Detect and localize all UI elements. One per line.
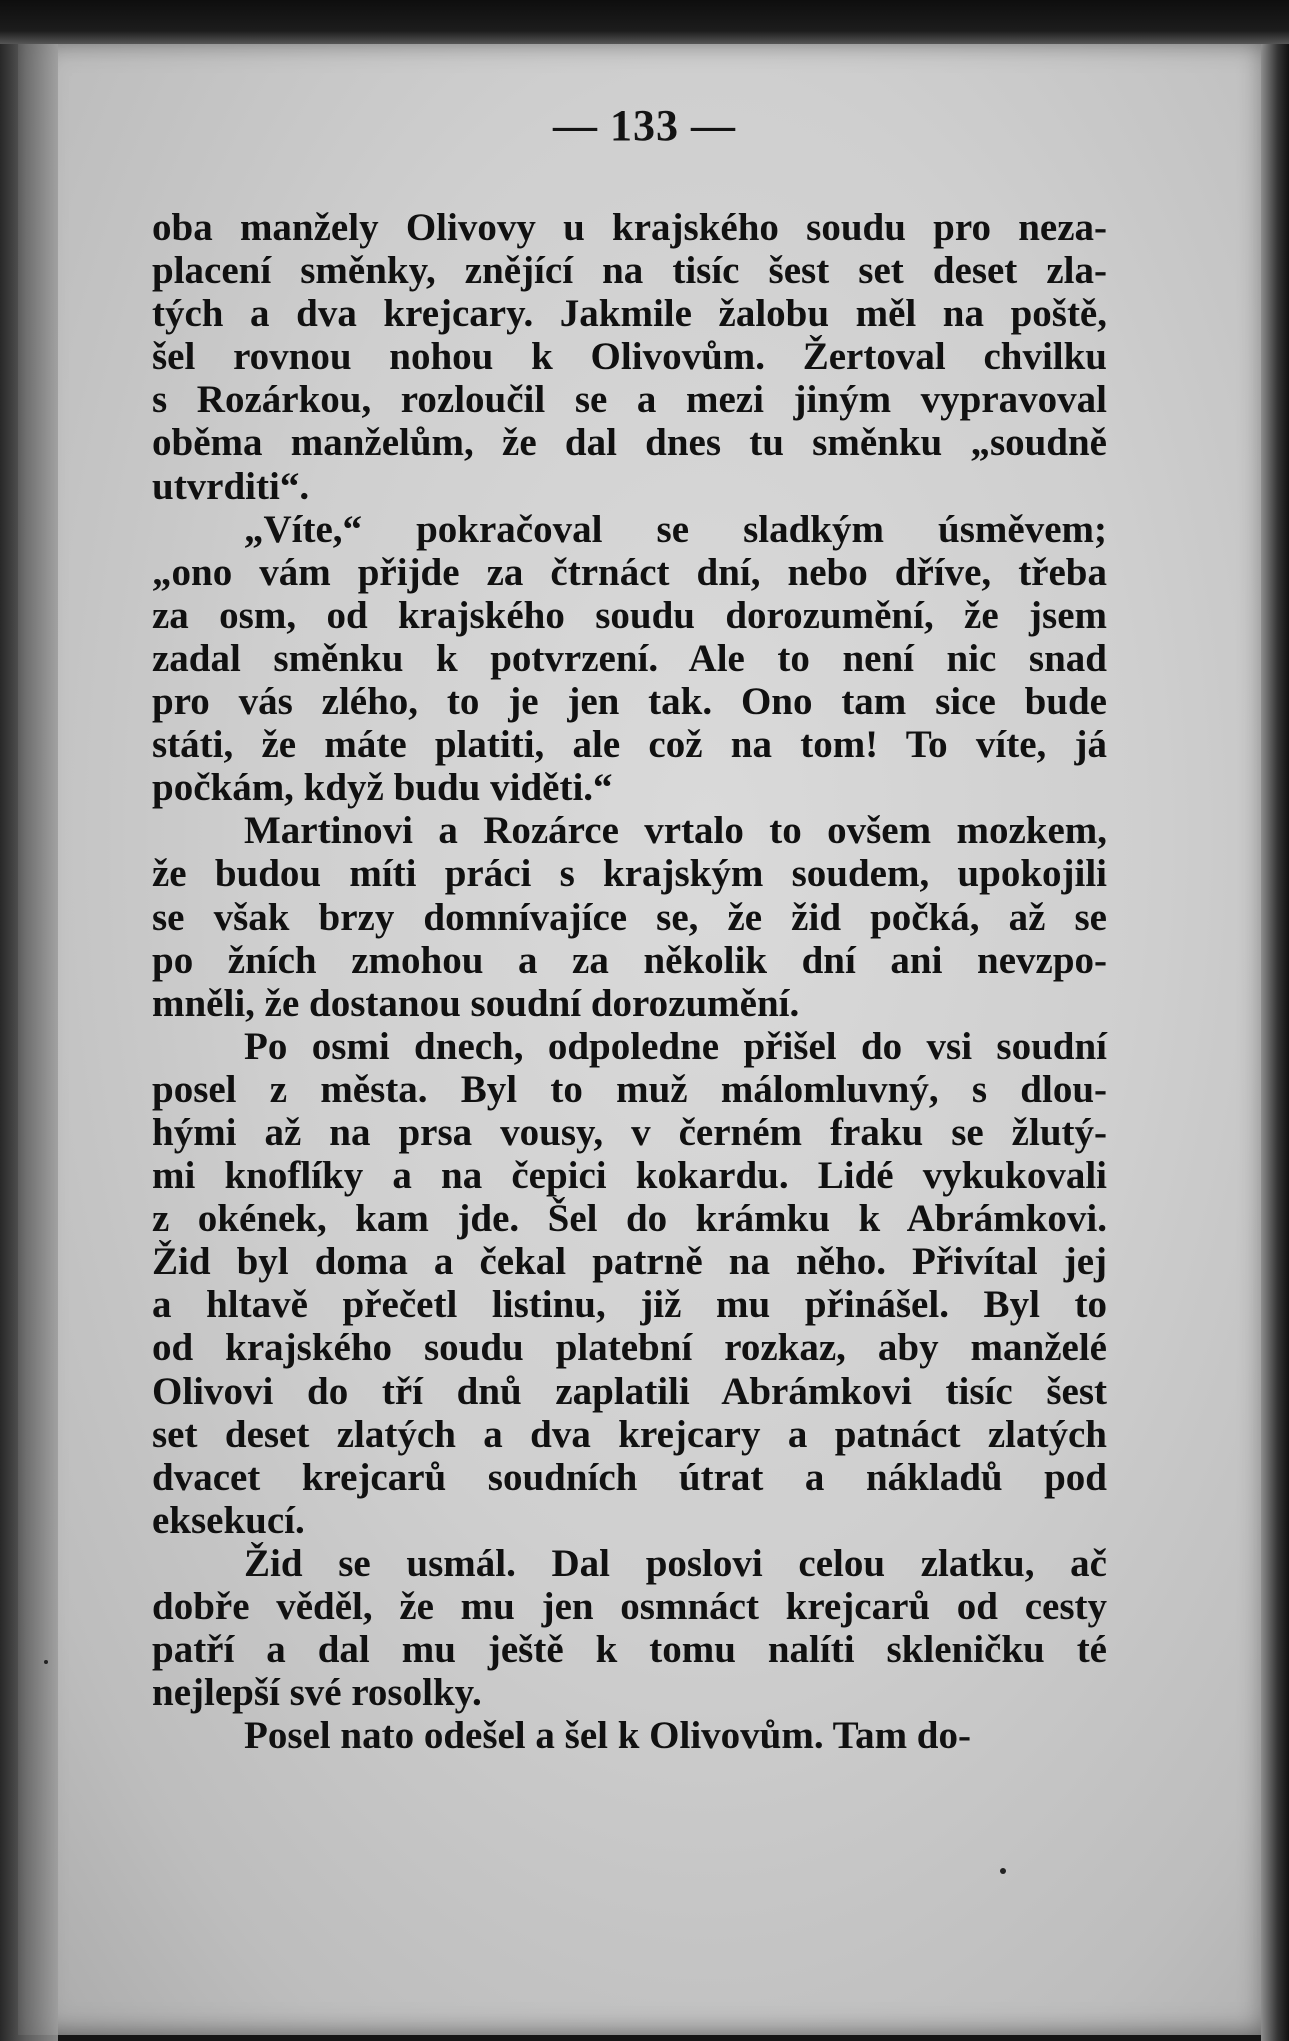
text-line: eksekucí. bbox=[152, 1498, 305, 1542]
text-line: placení směnky, znějící na tisíc šest set deset zla- bbox=[152, 249, 1107, 293]
text-line: Posel nato odešel a šel k Olivovům. Tam do- bbox=[244, 1714, 971, 1758]
text-line: šel rovnou nohou k Olivovům. Žertoval chvilku bbox=[152, 335, 1107, 379]
text-line: oba manžely Olivovy u krajského soudu pro neza- bbox=[152, 206, 1107, 249]
text-line: hými až na prsa vousy, v černém fraku se žlutý- bbox=[152, 1110, 1107, 1154]
page-edge-right bbox=[1261, 0, 1289, 2041]
text-line: pro vás zlého, to je jen tak. Ono tam sice bude bbox=[152, 680, 1107, 724]
ink-speck bbox=[1000, 1868, 1006, 1874]
text-line: Žid se usmál. Dal poslovi celou zlatku, ač bbox=[244, 1541, 1107, 1585]
paragraph bbox=[152, 1025, 1107, 1542]
text-line: nejlepší své rosolky. bbox=[152, 1671, 482, 1715]
text-line: Po osmi dnech, odpoledne přišel do vsi soudní bbox=[244, 1024, 1107, 1068]
binding-shadow-left bbox=[0, 0, 58, 2041]
text-line: „Víte,“ pokračoval se sladkým úsměvem; bbox=[244, 507, 1107, 551]
text-line: mi knoflíky a na čepici kokardu. Lidé vykukovali bbox=[152, 1154, 1107, 1198]
paragraph bbox=[152, 1542, 1107, 1714]
text-line: se však brzy domnívajíce se, že žid počká, až se bbox=[152, 895, 1107, 939]
page-number: — 133 — bbox=[553, 101, 736, 150]
text-line: dobře věděl, že mu jen osmnáct krejcarů od cesty bbox=[152, 1585, 1107, 1628]
text-line: oběma manželům, že dal dnes tu směnku „soudně bbox=[152, 421, 1107, 465]
text-line: „ono vám přijde za čtrnáct dní, nebo dříve, třeba bbox=[152, 550, 1107, 594]
text-line: Žid byl doma a čekal patrně na něho. Přivítal jej bbox=[152, 1240, 1107, 1284]
text-line: po žních zmohou a za několik dní ani nevzpo- bbox=[152, 938, 1107, 982]
paragraph bbox=[152, 508, 1107, 810]
text-line: posel z města. Byl to muž málomluvný, s dlou- bbox=[152, 1067, 1107, 1111]
page-edge-top bbox=[0, 0, 1289, 44]
text-line: mněli, že dostanou soudní dorozumění. bbox=[152, 981, 800, 1025]
text-line: s Rozárkou, rozloučil se a mezi jiným vypravoval bbox=[152, 378, 1107, 422]
text-line: že budou míti práci s krajským soudem, upokojili bbox=[152, 852, 1107, 896]
text-line: utvrditi“. bbox=[152, 464, 310, 508]
paragraph bbox=[152, 1714, 1107, 1757]
text-line: Olivovi do tří dnů zaplatili Abrámkovi tisíc šest bbox=[152, 1369, 1107, 1413]
text-line: počkám, když budu viděti.“ bbox=[152, 766, 613, 810]
text-line: od krajského soudu platební rozkaz, aby manželé bbox=[152, 1326, 1107, 1370]
text-line: z okének, kam jde. Šel do krámku k Abrámkovi. bbox=[152, 1197, 1107, 1241]
text-line: a hltavě přečetl listinu, již mu přinášel. Byl to bbox=[152, 1283, 1107, 1327]
paragraph bbox=[152, 809, 1107, 1024]
text-line: státi, že máte platiti, ale což na tom! To víte, já bbox=[152, 723, 1107, 767]
text-line: zadal směnku k potvrzení. Ale to není nic snad bbox=[152, 636, 1107, 680]
paragraph bbox=[152, 206, 1107, 508]
body-text bbox=[152, 206, 1107, 1757]
text-line: tých a dva krejcary. Jakmile žalobu měl na poště, bbox=[152, 292, 1107, 336]
text-line: za osm, od krajského soudu dorozumění, že jsem bbox=[152, 593, 1107, 637]
ink-speck bbox=[44, 1660, 48, 1664]
text-line: dvacet krejcarů soudních útrat a nákladů pod bbox=[152, 1455, 1107, 1499]
text-line: Martinovi a Rozárce vrtalo to ovšem mozkem, bbox=[244, 809, 1107, 853]
text-line: set deset zlatých a dva krejcary a patnáct zlatých bbox=[152, 1412, 1107, 1456]
text-line: patří a dal mu ještě k tomu nalíti skleničku té bbox=[152, 1628, 1107, 1672]
